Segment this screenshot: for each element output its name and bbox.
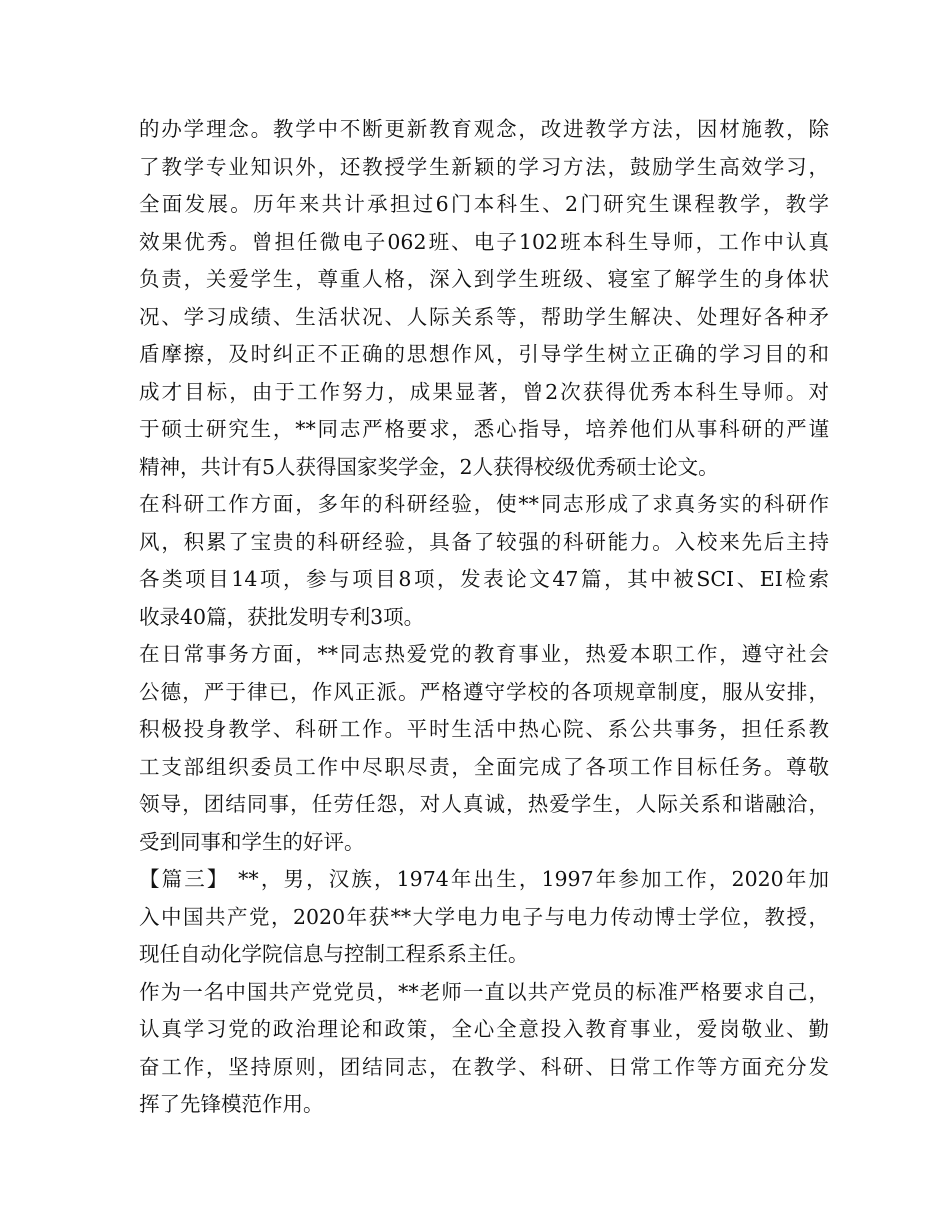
text-line: 领导，团结同事，任劳任怨，对人真诚，热爱学生，人际关系和谐融洽， xyxy=(139,792,829,816)
document-body xyxy=(139,111,829,1124)
text-line: 效果优秀。曾担任微电子062班、电子102班本科生导师，工作中认真 xyxy=(139,229,829,254)
paragraph-section-three xyxy=(139,861,829,974)
text-line: 盾摩擦，及时纠正不正确的思想作风，引导学生树立正确的学习目的和 xyxy=(139,342,829,366)
text-line: 各类项目14项，参与项目8项，发表论文47篇，其中被SCI、EI检索 xyxy=(139,567,829,591)
text-line: 风，积累了宝贵的科研经验，具备了较强的科研能力。入校来先后主持 xyxy=(139,529,829,554)
paragraph-teaching xyxy=(139,111,829,486)
text-line: 奋工作，坚持原则，团结同志，在教学、科研、日常工作等方面充分发 xyxy=(139,1054,829,1079)
text-line: 在科研工作方面，多年的科研经验，使**同志形成了求真务实的科研作 xyxy=(139,492,829,516)
text-line: 的办学理念。教学中不断更新教育观念，改进教学方法，因材施教，除 xyxy=(139,117,829,141)
paragraph-research xyxy=(139,486,829,636)
text-line: 成才目标，由于工作努力，成果显著，曾2次获得优秀本科生导师。对 xyxy=(139,379,829,404)
paragraph-party-member xyxy=(139,974,829,1124)
text-line: 作为一名中国共产党党员，**老师一直以共产党员的标准严格要求自己， xyxy=(139,979,829,1004)
text-line: 负责，关爱学生，尊重人格，深入到学生班级、寝室了解学生的身体状 xyxy=(139,267,829,291)
text-line: 公德，严于律已，作风正派。严格遵守学校的各项规章制度，服从安排， xyxy=(139,679,829,704)
text-line: 入中国共产党，2020年获**大学电力电子与电力传动博士学位，教授， xyxy=(139,904,829,929)
text-line: 收录40篇，获批发明专利3项。 xyxy=(139,604,425,629)
text-line: 受到同事和学生的好评。 xyxy=(139,829,365,854)
text-line: 工支部组织委员工作中尽职尽责，全面完成了各项工作目标任务。尊敬 xyxy=(139,754,829,779)
text-line: 挥了先锋模范作用。 xyxy=(139,1092,324,1116)
text-line: 现任自动化学院信息与控制工程系系主任。 xyxy=(139,942,529,966)
text-line: 于硕士研究生，**同志严格要求，悉心指导，培养他们从事科研的严谨 xyxy=(139,417,829,441)
text-line: 全面发展。历年来共计承担过6门本科生、2门研究生课程教学，教学 xyxy=(139,192,829,216)
text-line: 积极投身教学、科研工作。平时生活中热心院、系公共事务，担任系教 xyxy=(139,717,829,741)
text-line: 精神，共计有5人获得国家奖学金，2人获得校级优秀硕士论文。 xyxy=(139,454,719,479)
text-line: 在日常事务方面，**同志热爱党的教育事业，热爱本职工作，遵守社会 xyxy=(139,642,829,666)
text-line: 了教学专业知识外，还教授学生新颖的学习方法，鼓励学生高效学习， xyxy=(139,154,829,179)
text-line: 【篇三】 **，男，汉族，1974年出生，1997年参加工作，2020年加 xyxy=(139,867,829,891)
text-line: 认真学习党的政治理论和政策，全心全意投入教育事业，爱岗敬业、勤 xyxy=(139,1017,829,1041)
text-line: 况、学习成绩、生活状况、人际关系等，帮助学生解决、处理好各种矛 xyxy=(139,304,829,329)
paragraph-daily-affairs xyxy=(139,636,829,861)
